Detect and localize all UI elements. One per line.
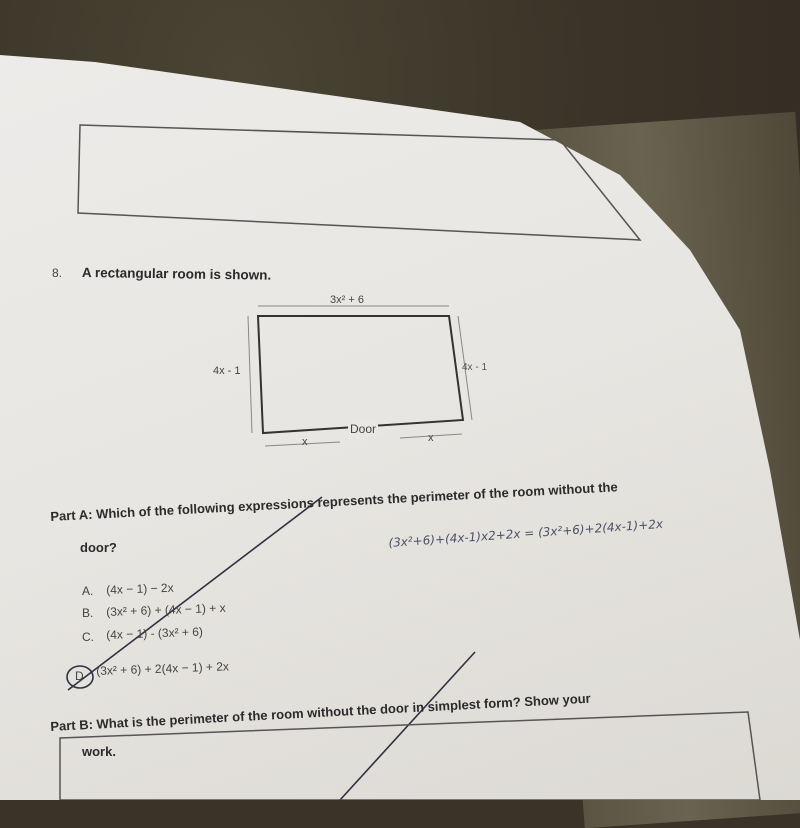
part-b-question-line2: work. — [82, 744, 116, 759]
choice-a-letter: A. — [82, 584, 94, 598]
room-door-label: Door — [350, 422, 377, 436]
choice-c-text: (4x − 1) - (3x² + 6) — [106, 624, 204, 642]
choice-d-letter: D — [75, 669, 84, 683]
choice-b-text: (3x² + 6) + (4x − 1) + x — [106, 600, 226, 619]
room-left-label: 4x - 1 — [213, 365, 241, 377]
choice-d-text: (3x² + 6) + 2(4x − 1) + 2x — [96, 659, 230, 678]
part-a-question-line1: Part A: Which of the following expressions represents the perimeter of the room without the — [50, 479, 618, 524]
choice-c-letter: C. — [82, 630, 94, 644]
room-bottom-left-label: x — [302, 436, 308, 448]
choice-b-letter: B. — [82, 606, 94, 620]
room-top-label: 3x² + 6 — [330, 294, 364, 306]
part-a-question-line2: door? — [80, 540, 117, 555]
part-b-question-line1: Part B: What is the perimeter of the room without the door in simplest form? Show your — [50, 690, 592, 734]
room-right-label: 4x - 1 — [462, 362, 488, 373]
room-bottom-right-label: x — [428, 432, 434, 444]
part-a-handwritten-work: (3x²+6)+(4x-1)x2+2x = (3x²+6)+2(4x-1)+2x — [388, 516, 664, 550]
choice-a-text: (4x − 1) − 2x — [106, 580, 174, 597]
question-prompt: A rectangular room is shown. — [81, 265, 272, 283]
question-number: 8. — [52, 266, 63, 280]
